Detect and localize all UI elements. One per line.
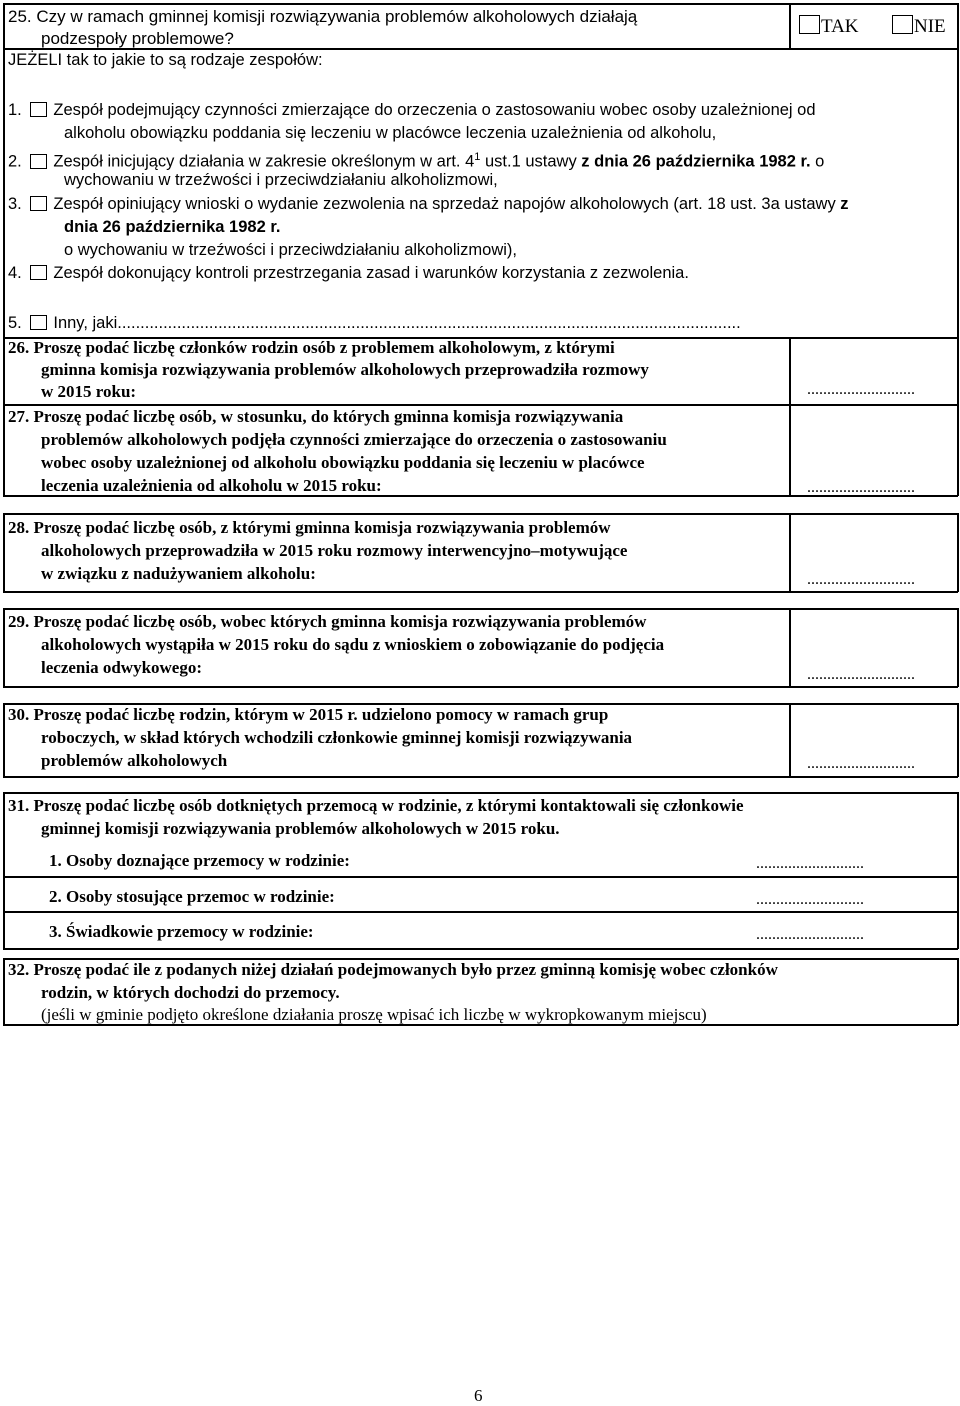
tak-checkbox[interactable] xyxy=(799,15,820,34)
item-text-bold: z dnia 26 października 1982 r. xyxy=(581,152,811,171)
item-text: ust.1 ustawy xyxy=(480,152,582,171)
q31-row-3-label: 3. Świadkowie przemocy w rodzinie: xyxy=(49,922,314,941)
item-text: Zespół inicjujący działania w zakresie określonym w art. 4 xyxy=(53,152,475,171)
item-5-checkbox[interactable] xyxy=(30,315,47,330)
item-number: 2. xyxy=(8,152,22,171)
q30-line3: problemów alkoholowych xyxy=(41,751,228,770)
q30-line1: 30. Proszę podać liczbę rodzin, którym w 2015 r. udzielono pomocy w ramach grup xyxy=(8,705,609,724)
q25-item-3-line3: o wychowaniu w trzeźwości i przeciwdziałaniu alkoholizmowi), xyxy=(64,241,518,259)
q31-row-3-answer[interactable]: ........................... xyxy=(756,926,864,943)
item-1-checkbox[interactable] xyxy=(30,102,47,117)
nie-label: NIE xyxy=(914,16,946,37)
q31-row-2-answer[interactable]: ........................... xyxy=(756,891,864,908)
item-text: Zespół dokonujący kontroli przestrzegania zasad i warunków korzystania z zezwolenia. xyxy=(53,264,689,282)
q25-item-5[interactable] xyxy=(8,312,741,334)
q25-item-3-line2: dnia 26 października 1982 r. xyxy=(64,218,281,236)
q27-line2: problemów alkoholowych podjęła czynności zmierzające do orzeczenia o zastosowaniu xyxy=(41,430,667,449)
item-text: Zespół opiniujący wnioski o wydanie zezwolenia na sprzedaż napojów alkoholowych (art. 18 ust. 3a ustawy xyxy=(53,195,841,213)
q25-item-1-line2: alkoholu obowiązku poddania się leczeniu w placówce leczenia uzależnienia od alkoholu, xyxy=(64,124,717,142)
item-text-bold: z xyxy=(840,195,849,213)
q27-line4: leczenia uzależnienia od alkoholu w 2015 roku: xyxy=(41,476,382,495)
item-text: Inny, jaki........................................................................................................................................ xyxy=(53,314,741,332)
item-number: 1. xyxy=(8,101,22,119)
q28-line3: w związku z nadużywaniem alkoholu: xyxy=(41,564,316,583)
q25-item-1[interactable] xyxy=(8,99,816,121)
q31-row-1-label: 1. Osoby doznające przemocy w rodzinie: xyxy=(49,851,350,870)
tak-option[interactable] xyxy=(799,15,859,38)
item-4-checkbox[interactable] xyxy=(30,265,47,280)
item-2-checkbox[interactable] xyxy=(30,154,47,169)
q31-line2: gminnej komisji rozwiązywania problemów alkoholowych w 2015 roku. xyxy=(41,819,560,838)
q25-title-line1: 25. Czy w ramach gminnej komisji rozwiązywania problemów alkoholowych działają xyxy=(8,7,638,26)
q28-line2: alkoholowych przeprowadziła w 2015 roku rozmowy interwencyjno–motywujące xyxy=(41,541,628,560)
q27-answer-field[interactable]: ........................... xyxy=(807,479,915,496)
q31-line1: 31. Proszę podać liczbę osób dotkniętych przemocą w rodzinie, z którymi kontaktowali się członkowie xyxy=(8,796,744,815)
nie-option[interactable] xyxy=(892,15,946,38)
q30-line2: roboczych, w skład których wchodzili członkowie gminnej komisji rozwiązywania xyxy=(41,728,633,747)
q30-answer-field[interactable]: ........................... xyxy=(807,755,915,772)
tak-label: TAK xyxy=(821,16,859,37)
q26-line3: w 2015 roku: xyxy=(41,382,137,401)
q27-line1: 27. Proszę podać liczbę osób, w stosunku, do których gminna komisja rozwiązywania xyxy=(8,407,624,426)
superscript: 1 xyxy=(474,151,481,163)
q32-line2: rodzin, w których dochodzi do przemocy. xyxy=(41,983,340,1002)
q32-line1: 32. Proszę podać ile z podanych niżej działań podejmowanych było przez gminną komisję wobec członków xyxy=(8,960,778,979)
q31-row-1-answer[interactable]: ........................... xyxy=(756,855,864,872)
item-number: 3. xyxy=(8,195,22,213)
item-number: 4. xyxy=(8,264,22,282)
q32-note: (jeśli w gminie podjęto określone działania proszę wpisać ich liczbę w wykropkowanym miejscu) xyxy=(41,1005,707,1024)
q28-answer-field[interactable]: ........................... xyxy=(807,571,915,588)
q29-line1: 29. Proszę podać liczbę osób, wobec których gminna komisja rozwiązywania problemów xyxy=(8,612,647,631)
item-text: Zespół podejmujący czynności zmierzające do orzeczenia o zastosowaniu wobec osoby uzależnionej od xyxy=(53,101,816,119)
item-3-checkbox[interactable] xyxy=(30,196,47,211)
q25-sub: JEŻELI tak to jakie to są rodzaje zespołów: xyxy=(8,51,323,69)
q25-item-3[interactable] xyxy=(8,193,849,215)
q25-item-2-line2: wychowaniu w trzeźwości i przeciwdziałaniu alkoholizmowi, xyxy=(64,171,498,189)
q29-line3: leczenia odwykowego: xyxy=(41,658,203,677)
q25-title-line2: podzespoły problemowe? xyxy=(41,29,234,48)
nie-checkbox[interactable] xyxy=(892,15,913,34)
page-number: 6 xyxy=(474,1386,483,1405)
item-text: o xyxy=(810,152,825,171)
q31-row-2-label: 2. Osoby stosujące przemoc w rodzinie: xyxy=(49,887,335,906)
q25-item-4[interactable] xyxy=(8,262,689,284)
q29-line2: alkoholowych wystąpiła w 2015 roku do sądu z wnioskiem o zobowiązanie do podjęcia xyxy=(41,635,665,654)
q26-answer-field[interactable]: ........................... xyxy=(807,381,915,398)
item-number: 5. xyxy=(8,314,22,332)
q28-line1: 28. Proszę podać liczbę osób, z którymi gminna komisja rozwiązywania problemów xyxy=(8,518,611,537)
q26-line2: gminna komisja rozwiązywania problemów alkoholowych przeprowadziła rozmowy xyxy=(41,360,649,379)
q29-answer-field[interactable]: ........................... xyxy=(807,666,915,683)
q26-line1: 26. Proszę podać liczbę członków rodzin osób z problemem alkoholowym, z którymi xyxy=(8,338,615,357)
q27-line3: wobec osoby uzależnionej od alkoholu obowiązku poddania się leczeniu w placówce xyxy=(41,453,645,472)
